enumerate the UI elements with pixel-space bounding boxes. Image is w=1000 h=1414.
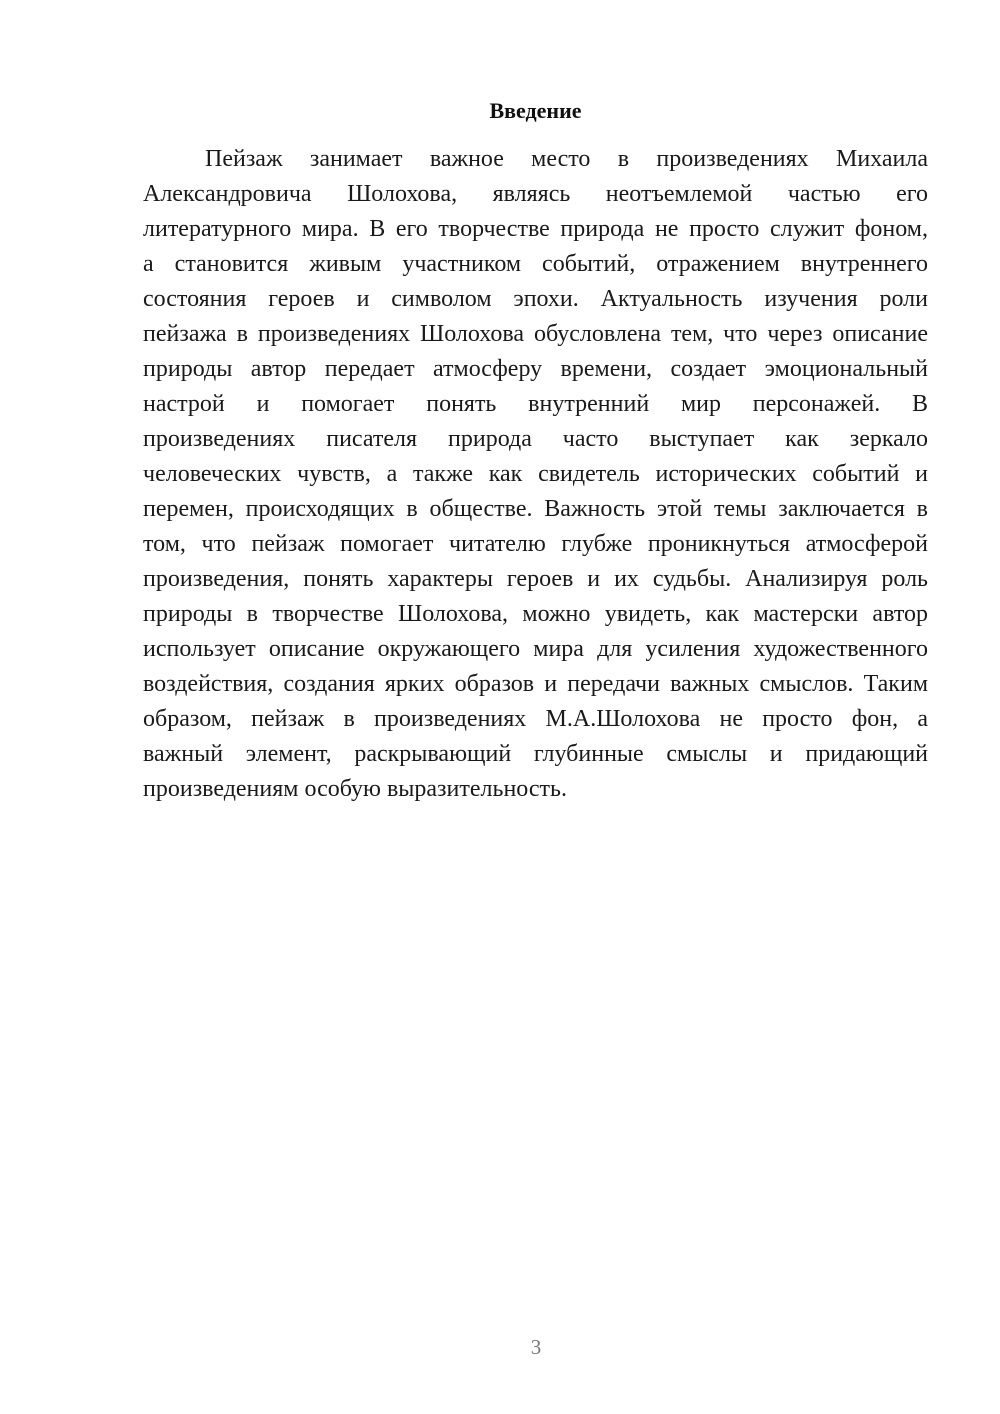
paragraph-line: литературного мира. В его творчестве природа не просто служит фоном, bbox=[143, 216, 928, 242]
paragraph-line: произведениям особую выразительность. bbox=[143, 776, 567, 802]
paragraph-line: настрой и помогает понять внутренний мир персонажей. В bbox=[143, 391, 928, 417]
paragraph-line: природы автор передает атмосферу времени, создает эмоциональный bbox=[143, 356, 928, 382]
paragraph-line: том, что пейзаж помогает читателю глубже проникнуться атмосферой bbox=[143, 531, 928, 557]
section-heading: Введение bbox=[489, 98, 582, 123]
paragraph-line: произведениях писателя природа часто выступает как зеркало bbox=[143, 426, 928, 452]
paragraph-line: образом, пейзаж в произведениях М.А.Шолохова не просто фон, а bbox=[143, 706, 928, 732]
paragraph-line: воздействия, создания ярких образов и передачи важных смыслов. Таким bbox=[143, 671, 928, 697]
paragraph-line: человеческих чувств, а также как свидетель исторических событий и bbox=[143, 461, 928, 487]
paragraph-line: природы в творчестве Шолохова, можно увидеть, как мастерски автор bbox=[143, 601, 928, 627]
paragraph-line: Александровича Шолохова, являясь неотъемлемой частью его bbox=[143, 181, 928, 207]
paragraph-line: Пейзаж занимает важное место в произведениях Михаила bbox=[205, 146, 928, 172]
paragraph-line: а становится живым участником событий, отражением внутреннего bbox=[143, 251, 928, 277]
paragraph-line: важный элемент, раскрывающий глубинные смыслы и придающий bbox=[143, 741, 928, 767]
paragraph-line: пейзажа в произведениях Шолохова обусловлена тем, что через описание bbox=[143, 321, 928, 347]
paragraph-line: состояния героев и символом эпохи. Актуальность изучения роли bbox=[143, 286, 928, 312]
page-number: 3 bbox=[530, 1335, 542, 1359]
paragraph-line: произведения, понять характеры героев и их судьбы. Анализируя роль bbox=[143, 566, 928, 592]
paragraph-line: перемен, происходящих в обществе. Важность этой темы заключается в bbox=[143, 496, 928, 522]
paragraph-line: использует описание окружающего мира для усиления художественного bbox=[143, 636, 928, 662]
